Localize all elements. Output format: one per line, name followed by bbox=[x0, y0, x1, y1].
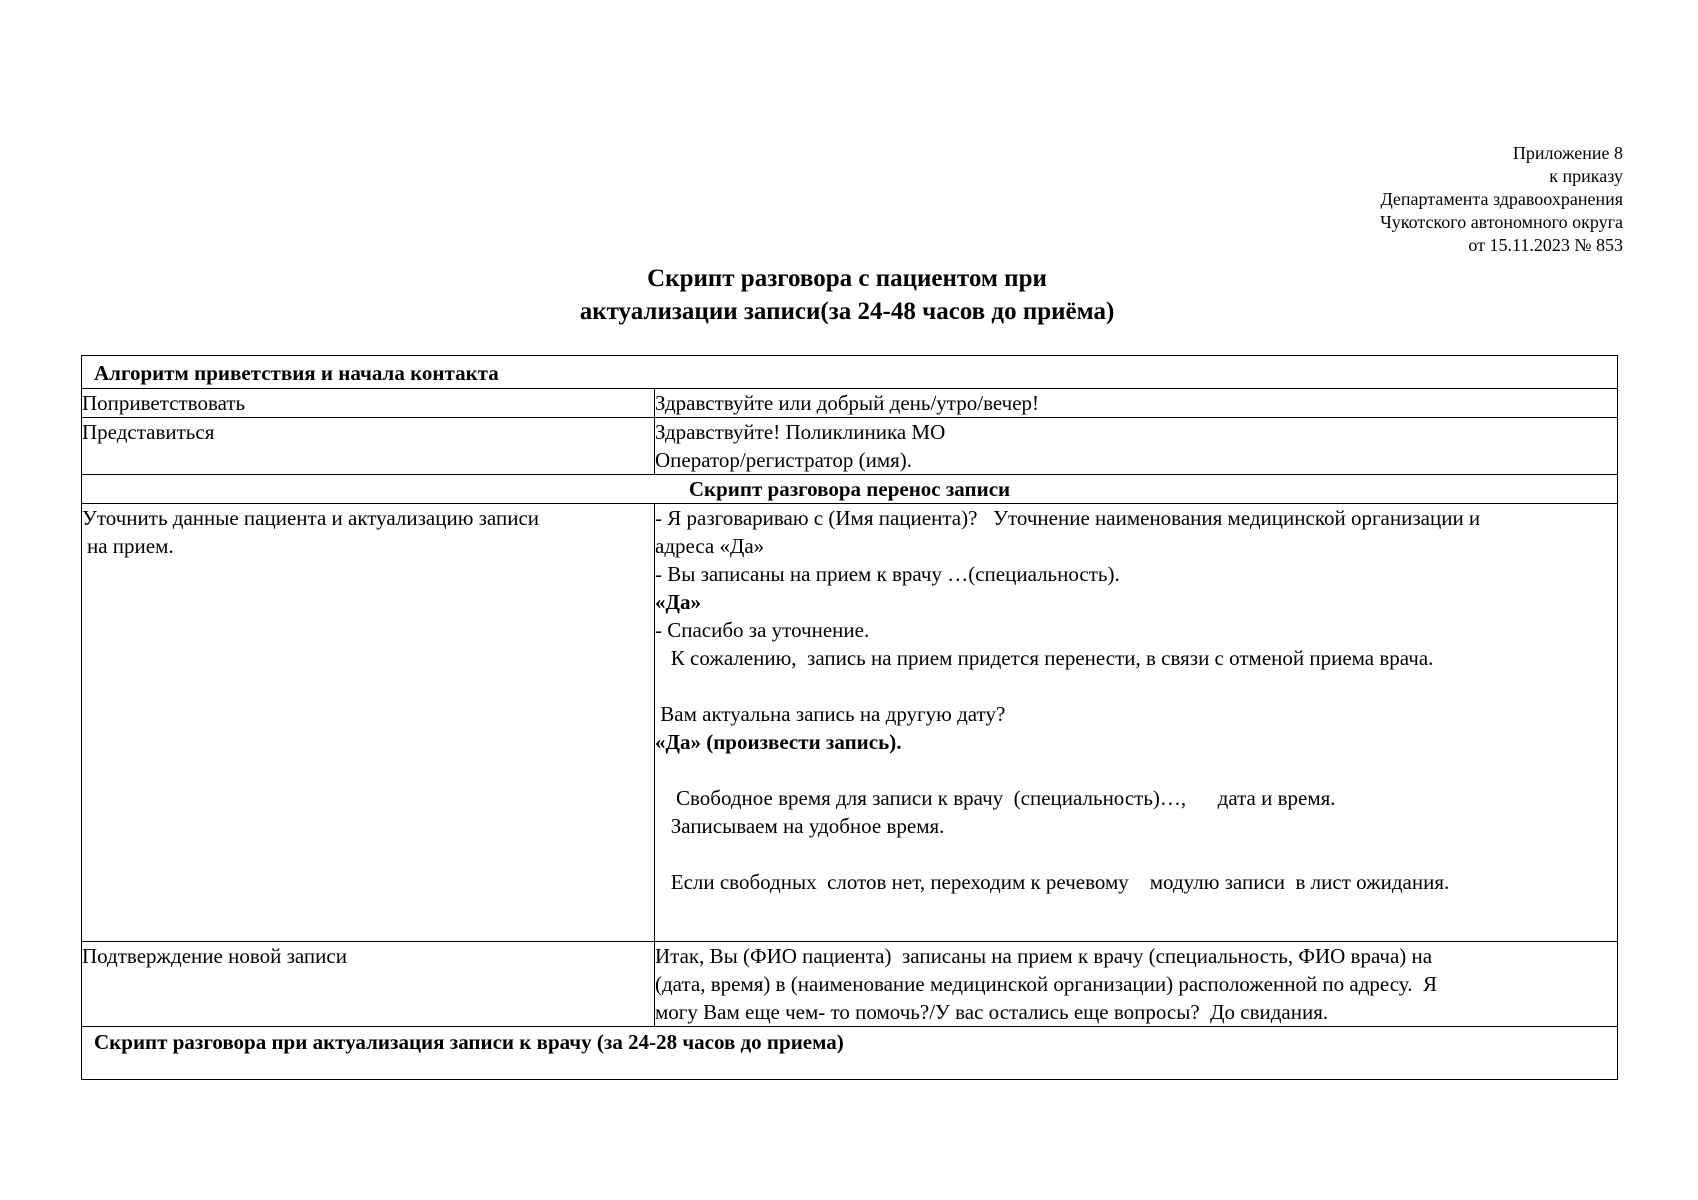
step-script-introduce bbox=[655, 418, 1618, 475]
script-line: Записываем на удобное время. bbox=[655, 814, 945, 838]
step-label-line: Уточнить данные пациента и актуализацию записи bbox=[82, 506, 540, 530]
step-script-confirm bbox=[655, 942, 1618, 1027]
script-table bbox=[81, 355, 1618, 1080]
step-label-line: на прием. bbox=[87, 534, 174, 558]
section-header-row bbox=[82, 356, 1618, 389]
script-line: Свободное время для записи к врачу (специальность)…, дата и время. bbox=[655, 786, 1336, 810]
step-script-clarify bbox=[655, 504, 1618, 942]
step-label-introduce: Представиться bbox=[82, 418, 655, 475]
script-line: адреса «Да» bbox=[655, 534, 765, 558]
greeting-section-header: Алгоритм приветствия и начала контакта bbox=[82, 356, 1618, 389]
step-label-greet: Поприветствовать bbox=[82, 389, 655, 418]
appendix-line: Приложение 8 bbox=[1512, 143, 1623, 163]
section-header-row bbox=[82, 1027, 1618, 1080]
actualization-section-header: Скрипт разговора при актуализация записи к врачу (за 24-28 часов до приема) bbox=[82, 1027, 1618, 1080]
section-header-row bbox=[82, 475, 1618, 504]
table-row bbox=[82, 504, 1618, 942]
script-line: (дата, время) в (наименование медицинской организации) расположенной по адресу. Я bbox=[655, 972, 1437, 996]
blank-line bbox=[655, 756, 1617, 784]
table-row bbox=[82, 942, 1618, 1027]
script-line: могу Вам еще чем- то помочь?/У вас остались еще вопросы? До свидания. bbox=[655, 1000, 1329, 1024]
blank-line bbox=[655, 672, 1617, 700]
page-title-line1: Скрипт разговора с пациентом при bbox=[647, 265, 1047, 292]
appendix-block bbox=[1223, 142, 1623, 257]
script-line: Если свободных слотов нет, переходим к речевому модулю записи в лист ожидания. bbox=[655, 870, 1450, 894]
script-line: - Спасибо за уточнение. bbox=[655, 618, 870, 642]
table-row bbox=[82, 418, 1618, 475]
step-label-confirm: Подтверждение новой записи bbox=[82, 942, 655, 1027]
appendix-line: к приказу bbox=[1549, 166, 1623, 186]
page-title-line2: актуализации записи(за 24-48 часов до приёма) bbox=[579, 298, 1115, 325]
step-label-clarify bbox=[82, 504, 655, 942]
appendix-line: Чукотского автономного округа bbox=[1380, 212, 1623, 232]
table-row bbox=[82, 389, 1618, 418]
transfer-section-header bbox=[82, 475, 1618, 504]
appendix-order-date: от 15.11.2023 № 853 bbox=[1468, 235, 1623, 255]
script-line: - Я разговариваю с (Имя пациента)? Уточнение наименования медицинской организации и bbox=[655, 506, 1481, 530]
blank-line bbox=[655, 840, 1617, 868]
script-line: Здравствуйте! Поликлиника МО bbox=[655, 420, 946, 444]
step-script-greet bbox=[655, 389, 1618, 418]
transfer-section-title: Скрипт разговора перенос записи bbox=[688, 477, 1011, 501]
appendix-line: Департамента здравоохранения bbox=[1380, 189, 1623, 209]
script-line: Вам актуальна запись на другую дату? bbox=[655, 702, 1006, 726]
script-line: - Вы записаны на прием к врачу …(специальность). bbox=[655, 562, 1120, 586]
script-line-answer: «Да» bbox=[655, 590, 701, 614]
script-line: Здравствуйте или добрый день/утро/вечер! bbox=[655, 391, 1040, 415]
script-line-answer: «Да» (произвести запись). bbox=[655, 730, 902, 754]
page-title bbox=[0, 262, 1698, 328]
script-line: Оператор/регистратор (имя). bbox=[655, 448, 913, 472]
script-line: Итак, Вы (ФИО пациента) записаны на прием к врачу (специальность, ФИО врача) на bbox=[655, 944, 1433, 968]
script-line: К сожалению, запись на прием придется перенести, в связи с отменой приема врача. bbox=[655, 646, 1434, 670]
